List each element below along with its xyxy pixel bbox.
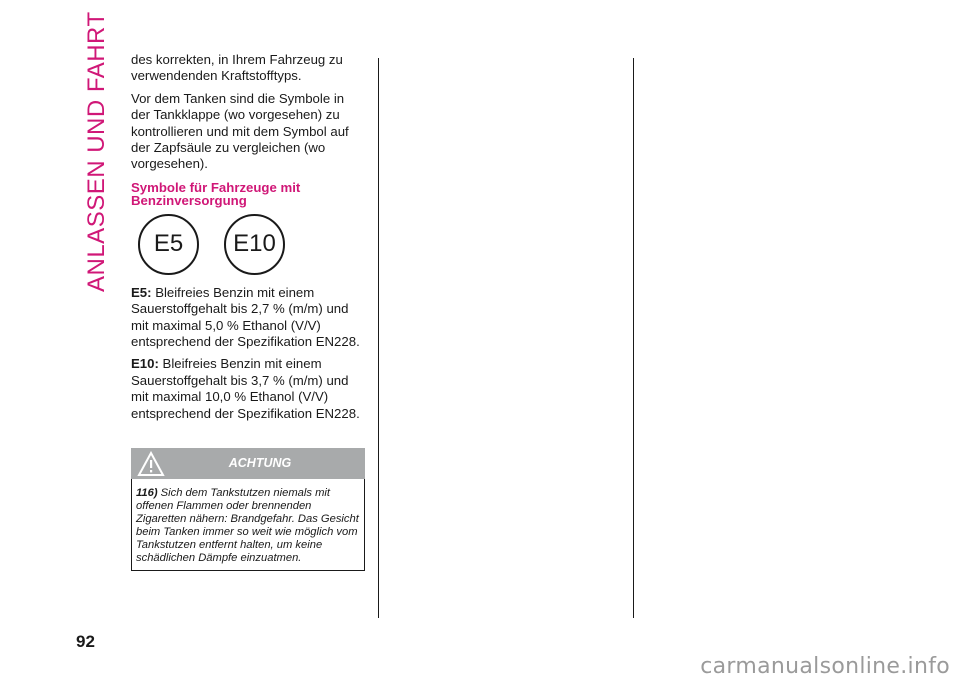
warning-number: 116)	[136, 487, 158, 500]
warning-header	[131, 448, 365, 479]
watermark: carmanualsonline.info	[700, 654, 950, 679]
e10-fuel-icon	[224, 214, 285, 275]
e5-symbol-label: E5	[153, 230, 184, 258]
e5-definition	[131, 285, 366, 351]
e10-symbol-label: E10	[233, 230, 276, 258]
warning-box	[131, 448, 365, 570]
warning-body	[131, 479, 365, 570]
intro-paragraph-1: des korrekten, in Ihrem Fahrzeug zu verwendenden Kraftstofftyps.	[131, 52, 343, 84]
intro-paragraph-2: Vor dem Tanken sind die Symbole in der Tankklappe (wo vorgesehen) zu kontrollieren und mit dem Symbol auf der Zapfsäule zu vergleichen (wo vorgesehen).	[131, 90, 349, 172]
e10-definition	[131, 356, 366, 422]
warning-text: Sich dem Tankstutzen niemals mit offenen Flammen oder brennenden Zigaretten nähern: Brandgefahr. Das Gesicht beim Tanken immer so weit wie möglich vom Tankstutzen entfernt halten, um keine schädlichen Dämpfe einzuatmen.	[136, 487, 359, 564]
e5-fuel-icon	[138, 214, 199, 275]
section-heading: Symbole für Fahrzeuge mit Benzinversorgung	[131, 179, 301, 209]
text-column	[131, 52, 366, 571]
column-divider-1	[378, 58, 379, 618]
e10-definition-label: E10:	[131, 356, 159, 372]
column-divider-2	[633, 58, 634, 618]
fuel-symbols	[138, 214, 366, 275]
e5-definition-label: E5:	[131, 284, 152, 300]
e5-definition-text: Bleifreies Benzin mit einem Sauerstoffgehalt bis 2,7 % (m/m) und mit maximal 5,0 % Ethanol (V/V) entsprechend der Spezifikation EN228.	[131, 284, 360, 350]
warning-title: ACHTUNG	[228, 456, 292, 471]
page-number: 92	[76, 632, 95, 651]
e10-definition-text: Bleifreies Benzin mit einem Sauerstoffgehalt bis 3,7 % (m/m) und mit maximal 10,0 % Ethanol (V/V) entsprechend der Spezifikation EN228.	[131, 356, 360, 421]
chapter-title: ANLASSEN UND FAHRT	[83, 11, 110, 292]
side-chapter-tab	[80, 11, 114, 292]
